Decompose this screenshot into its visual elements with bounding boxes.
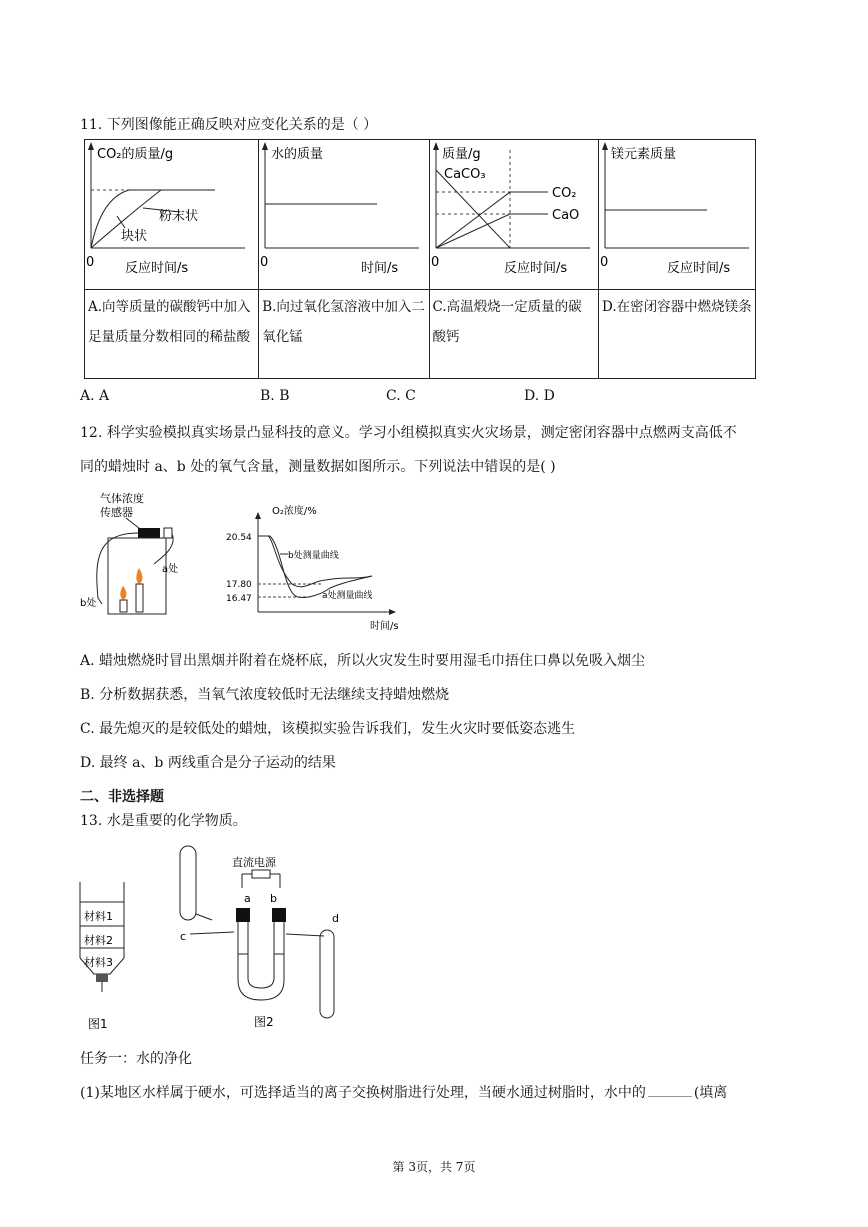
material-2-label: 材料2	[84, 934, 113, 947]
fill-blank[interactable]	[648, 1096, 692, 1097]
b-position-label: b处	[80, 598, 97, 609]
q13-sub1-text: (1)某地区水样属于硬水，可选择适当的离子交换树脂进行处理，当硬水通过树脂时，水中的	[80, 1085, 646, 1101]
flame-icon-high	[136, 568, 142, 584]
q11-graph-table	[84, 139, 756, 379]
q12-option-c[interactable]: C. 最先熄灭的是较低处的蜡烛，该模拟实验告诉我们，发生火灾时要低姿态逃生	[80, 721, 576, 737]
graph-b-ylabel: 水的质量	[271, 147, 324, 162]
figure-2-caption: 图2	[254, 1015, 274, 1029]
graph-a-label-powder: 粉末状	[159, 209, 199, 224]
filter-column-figure	[76, 882, 136, 1032]
o2-tick-1780: 17.80	[226, 580, 252, 590]
caption-c: C.高温煅烧一定质量的碳酸钙	[429, 290, 598, 379]
graph-c-label-co2: CO₂	[551, 186, 577, 201]
b-curve-label: b处测量曲线	[288, 551, 339, 561]
graph-d-origin: 0	[599, 255, 609, 270]
a-position-label: a处	[162, 564, 179, 575]
sensor-label-line1: 气体浓度	[100, 492, 144, 505]
q12-stem-line1: 12. 科学实验模拟真实场景凸显科技的意义。学习小组模拟真实火灾场景，测定密闭容器中点燃两支高低不	[80, 425, 737, 441]
graph-a-ylabel: CO₂的质量/g	[97, 147, 174, 162]
graph-a-label-block: 块状	[121, 229, 148, 244]
flame-icon-low	[120, 586, 126, 600]
choice-d[interactable]: D. D	[524, 388, 555, 404]
electrolysis-figure	[172, 842, 362, 1032]
graph-b-cell	[259, 140, 429, 290]
graph-c-origin: 0	[430, 255, 439, 270]
choice-a[interactable]: A. A	[80, 388, 110, 404]
graph-d-cell	[598, 140, 755, 290]
graph-c	[430, 140, 598, 285]
candle-experiment-figure	[78, 488, 190, 618]
graph-a-origin: 0	[86, 255, 95, 270]
graph-c-xlabel: 反应时间/s	[503, 261, 567, 276]
label-d: d	[332, 912, 339, 925]
task1-heading: 任务一：水的净化	[80, 1051, 192, 1067]
graph-a	[85, 140, 253, 285]
q13-sub1	[80, 1082, 727, 1102]
graph-c-ylabel: 质量/g	[441, 147, 481, 162]
choice-b[interactable]: B. B	[260, 388, 290, 404]
caption-d: D.在密闭容器中燃烧镁条	[598, 290, 755, 379]
label-a: a	[244, 892, 251, 905]
graph-d-ylabel: 镁元素质量	[610, 147, 676, 162]
o2-tick-2054: 20.54	[226, 533, 252, 543]
caption-b: B.向过氧化氢溶液中加入二氧化锰	[259, 290, 429, 379]
graph-a-cell	[85, 140, 259, 290]
graph-a-xlabel: 反应时间/s	[125, 261, 189, 276]
caption-a: A.向等质量的碳酸钙中加入足量质量分数相同的稀盐酸	[85, 290, 259, 379]
q11-stem: 11. 下列图像能正确反映对应变化关系的是（ ）	[80, 117, 378, 133]
graph-c-cell	[429, 140, 598, 290]
graph-b-origin: 0	[260, 255, 269, 270]
q12-option-b[interactable]: B. 分析数据获悉，当氧气浓度较低时无法继续支持蜡烛燃烧	[80, 687, 450, 703]
sensor-label-line2: 传感器	[100, 506, 133, 519]
graph-c-label-cao: CaO	[551, 208, 579, 223]
q11-choices	[80, 388, 780, 408]
material-3-label: 材料3	[84, 956, 113, 969]
label-b: b	[270, 892, 277, 905]
q13-stem: 13. 水是重要的化学物质。	[80, 813, 247, 829]
o2-concentration-chart	[222, 496, 402, 632]
a-curve-label: a处测量曲线	[322, 591, 373, 601]
page-footer: 第 3页，共 7页	[392, 1160, 476, 1174]
figure-1-caption: 图1	[88, 1017, 108, 1031]
material-1-label: 材料1	[84, 910, 113, 923]
graph-d-xlabel: 反应时间/s	[666, 261, 731, 276]
q12-stem-line2: 同的蜡烛时 a、b 处的氧气含量，测量数据如图所示。下列说法中错误的是( )	[80, 459, 556, 475]
graph-b-xlabel: 时间/s	[361, 261, 399, 276]
graph-c-label-caco3: CaCO₃	[443, 167, 486, 182]
o2-chart-ylabel: O₂浓度/%	[272, 506, 317, 517]
graph-d	[599, 140, 755, 285]
o2-tick-1647: 16.47	[226, 594, 252, 604]
power-supply-label: 直流电源	[232, 856, 276, 869]
section-heading: 二、非选择题	[80, 789, 164, 805]
q12-option-d[interactable]: D. 最终 a、b 两线重合是分子运动的结果	[80, 755, 336, 771]
label-c: c	[180, 930, 187, 943]
q13-sub1-tail: (填离	[693, 1085, 728, 1101]
choice-c[interactable]: C. C	[386, 388, 416, 404]
o2-chart-xlabel: 时间/s	[370, 621, 399, 632]
a-measurement-curve	[258, 536, 372, 597]
q12-option-a[interactable]: A. 蜡烛燃烧时冒出黑烟并附着在烧杯底，所以火灾发生时要用湿毛巾捂住口鼻以免吸入烟尘	[80, 653, 646, 669]
graph-b	[259, 140, 427, 285]
